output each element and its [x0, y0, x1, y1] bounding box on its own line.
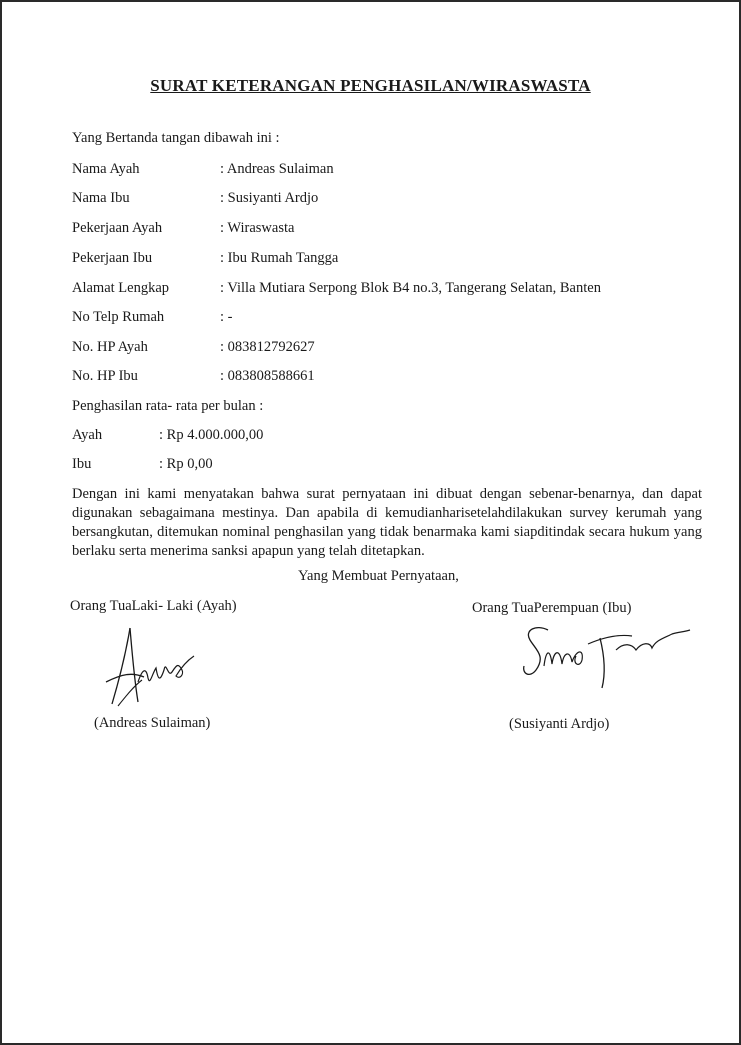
field-label-hp-ayah: No. HP Ayah — [72, 339, 148, 355]
field-label-nama-ayah: Nama Ayah — [72, 161, 140, 177]
document-title: SURAT KETERANGAN PENGHASILAN/WIRASWASTA — [150, 76, 591, 95]
field-value-pekerjaan-ayah: : Wiraswasta — [220, 220, 295, 236]
field-label-nama-ibu: Nama Ibu — [72, 190, 130, 206]
field-label-pekerjaan-ayah: Pekerjaan Ayah — [72, 220, 163, 236]
field-value-nama-ibu: : Susiyanti Ardjo — [220, 190, 319, 206]
signature-left — [102, 622, 202, 712]
field-label-pekerjaan-ibu: Pekerjaan Ibu — [72, 250, 153, 266]
closing-text: Yang Membuat Pernyataan, — [298, 568, 459, 584]
intro-text: Yang Bertanda tangan dibawah ini : — [72, 130, 280, 146]
field-value-telp-rumah: : - — [220, 309, 233, 325]
field-value-pekerjaan-ibu: : Ibu Rumah Tangga — [220, 250, 339, 266]
income-heading: Penghasilan rata- rata per bulan : — [72, 398, 264, 414]
signer-right-role: Orang TuaPerempuan (Ibu) — [472, 600, 632, 616]
signer-left-role: Orang TuaLaki- Laki (Ayah) — [70, 598, 237, 614]
field-label-hp-ibu: No. HP Ibu — [72, 368, 138, 384]
statement-paragraph: Dengan ini kami menyatakan bahwa surat pernyataan ini dibuat dengan sebenar-benarnya, dan dapat digunakan sebagaimana mestinya. Dan apabila di kemudianharisetelahdilakukan survey kerumah yang bersangkutan, ditemukan nominal penghasilan yang tidak benarmaka kami siapditindak secara hukum yang berlaku serta menerima sanksi apapun yang telah ditetapkan. — [72, 486, 702, 559]
field-label-alamat: Alamat Lengkap — [72, 280, 170, 296]
income-value-ayah: : Rp 4.000.000,00 — [159, 427, 264, 443]
signer-right-name: (Susiyanti Ardjo) — [509, 716, 610, 732]
signer-left-name: (Andreas Sulaiman) — [94, 715, 211, 731]
field-label-telp-rumah: No Telp Rumah — [72, 309, 165, 325]
income-label-ibu: Ibu — [72, 456, 92, 472]
signature-right — [514, 620, 694, 692]
field-value-alamat: : Villa Mutiara Serpong Blok B4 no.3, Tangerang Selatan, Banten — [220, 280, 601, 296]
income-value-ibu: : Rp 0,00 — [159, 456, 213, 472]
income-label-ayah: Ayah — [72, 427, 103, 443]
field-value-hp-ayah: : 083812792627 — [220, 339, 315, 355]
field-value-hp-ibu: : 083808588661 — [220, 368, 315, 384]
field-value-nama-ayah: : Andreas Sulaiman — [220, 161, 334, 177]
